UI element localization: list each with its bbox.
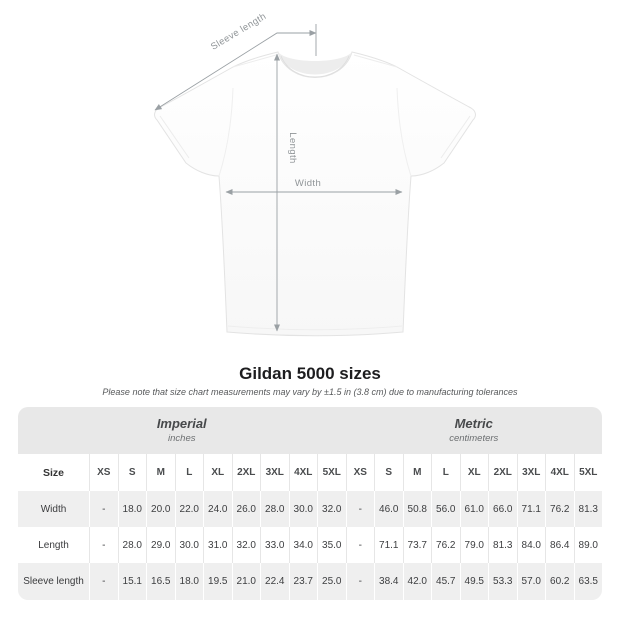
table-cell: 21.0 [232, 563, 261, 600]
column-header: 4XL [289, 454, 318, 491]
table-cell: 35.0 [317, 527, 346, 563]
table-cell: 32.0 [232, 527, 261, 563]
table-cell: 32.0 [317, 491, 346, 527]
table-cell: 76.2 [431, 527, 460, 563]
table-cell: 24.0 [203, 491, 232, 527]
column-header: 3XL [517, 454, 546, 491]
table-cell: 16.5 [146, 563, 175, 600]
table-cell: 28.0 [260, 491, 289, 527]
unit-group-title: Imperial [156, 416, 207, 431]
size-table [18, 407, 602, 600]
column-header: XS [346, 454, 375, 491]
table-cell: 86.4 [545, 527, 574, 563]
table-cell: 18.0 [118, 491, 147, 527]
size-header-cell: Size [18, 454, 89, 491]
table-cell: 66.0 [488, 491, 517, 527]
table-cell: 46.0 [374, 491, 403, 527]
table-cell: 22.0 [175, 491, 204, 527]
table-cell: 26.0 [232, 491, 261, 527]
unit-group-imperial [18, 407, 346, 454]
table-cell: 25.0 [317, 563, 346, 600]
table-cell: 50.8 [403, 491, 432, 527]
column-header: 4XL [545, 454, 574, 491]
table-cell: 56.0 [431, 491, 460, 527]
table-cell: 61.0 [460, 491, 489, 527]
column-header: S [374, 454, 403, 491]
column-header: S [118, 454, 147, 491]
column-header: 2XL [488, 454, 517, 491]
tolerance-note: Please note that size chart measurements may vary by ±1.5 in (3.8 cm) due to manufacturing tolerances [102, 387, 518, 397]
table-cell: 53.3 [488, 563, 517, 600]
table-cell: 30.0 [289, 491, 318, 527]
table-cell: 79.0 [460, 527, 489, 563]
table-cell: 38.4 [374, 563, 403, 600]
width-label: Width [294, 178, 322, 189]
table-cell: 89.0 [574, 527, 603, 563]
column-header: L [175, 454, 204, 491]
table-cell: 34.0 [289, 527, 318, 563]
table-cell: - [89, 491, 118, 527]
table-cell: 20.0 [146, 491, 175, 527]
table-cell: 15.1 [118, 563, 147, 600]
table-cell: 19.5 [203, 563, 232, 600]
table-cell: 23.7 [289, 563, 318, 600]
column-header: XS [89, 454, 118, 491]
unit-group-subtitle: inches [168, 433, 196, 444]
table-cell: - [346, 527, 375, 563]
column-header: 5XL [574, 454, 603, 491]
row-label: Length [18, 527, 89, 563]
table-cell: 30.0 [175, 527, 204, 563]
column-header: XL [203, 454, 232, 491]
column-header: 5XL [317, 454, 346, 491]
column-header: M [146, 454, 175, 491]
column-header: 3XL [260, 454, 289, 491]
length-label: Length [287, 132, 298, 164]
table-cell: 73.7 [403, 527, 432, 563]
row-label: Sleeve length [18, 563, 89, 600]
page-title: Gildan 5000 sizes [239, 364, 381, 383]
table-cell: 63.5 [574, 563, 603, 600]
table-cell: 28.0 [118, 527, 147, 563]
unit-group-subtitle: centimeters [449, 433, 499, 444]
table-cell: 84.0 [517, 527, 546, 563]
table-cell: 49.5 [460, 563, 489, 600]
table-cell: - [89, 527, 118, 563]
unit-group-metric [346, 407, 603, 454]
table-cell: 29.0 [146, 527, 175, 563]
column-header: XL [460, 454, 489, 491]
table-cell: 81.3 [488, 527, 517, 563]
sleeve-length-label: Sleeve length [208, 10, 269, 53]
tshirt-shape [155, 52, 476, 336]
table-cell: 33.0 [260, 527, 289, 563]
table-cell: 57.0 [517, 563, 546, 600]
table-cell: 71.1 [374, 527, 403, 563]
table-cell: 22.4 [260, 563, 289, 600]
column-header: L [431, 454, 460, 491]
table-cell: 42.0 [403, 563, 432, 600]
column-header: 2XL [232, 454, 261, 491]
table-cell: 81.3 [574, 491, 603, 527]
table-cell: 31.0 [203, 527, 232, 563]
row-label: Width [18, 491, 89, 527]
table-cell: 60.2 [545, 563, 574, 600]
table-cell: 76.2 [545, 491, 574, 527]
table-cell: 71.1 [517, 491, 546, 527]
table-cell: 45.7 [431, 563, 460, 600]
unit-group-title: Metric [454, 416, 493, 431]
table-cell: 18.0 [175, 563, 204, 600]
column-header: M [403, 454, 432, 491]
table-cell: - [346, 563, 375, 600]
table-cell: - [89, 563, 118, 600]
table-cell: - [346, 491, 375, 527]
